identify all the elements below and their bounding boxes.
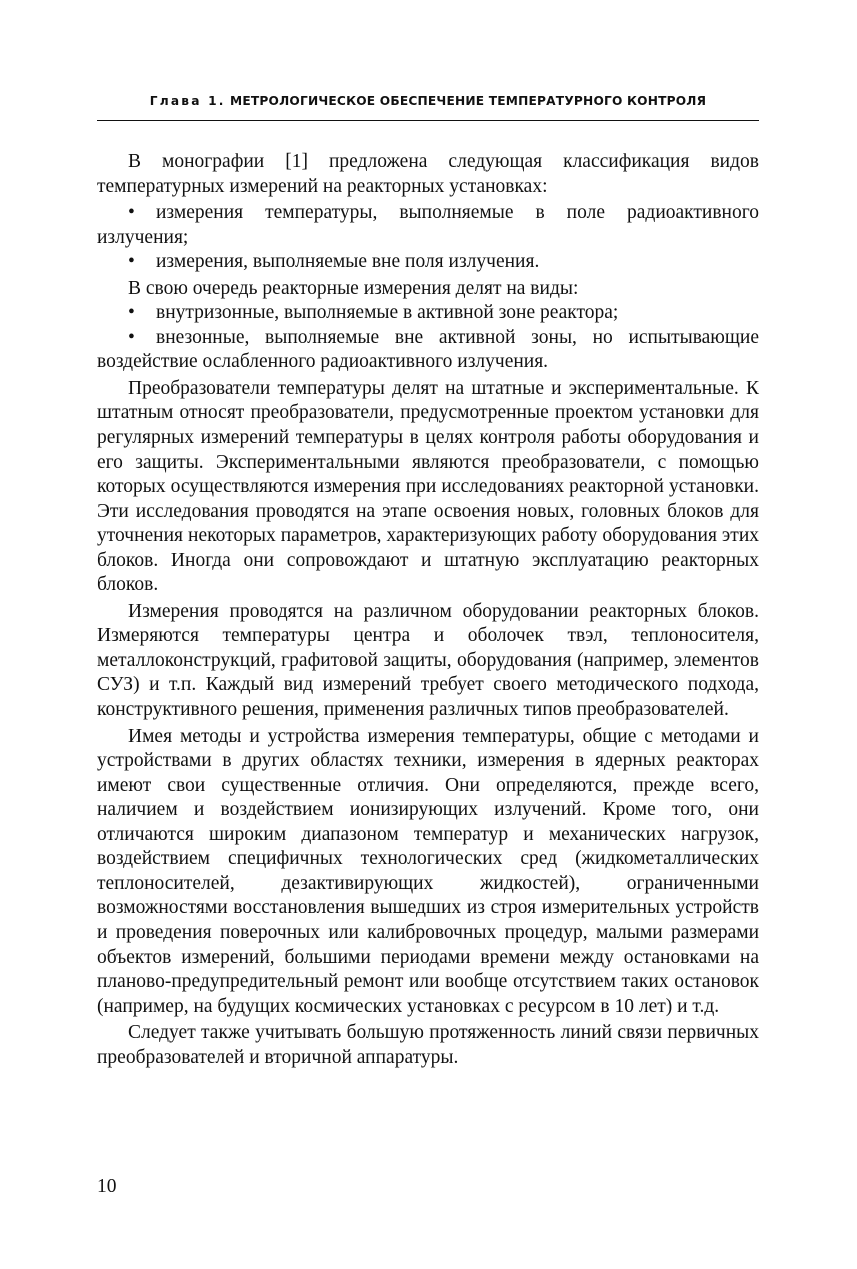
- bullet-icon: •: [128, 326, 135, 348]
- list-item-text: внутризонные, выполняемые в активной зоне реактора;: [156, 302, 619, 324]
- paragraph-intro: В монографии [1] предложена следующая классификация видов температурных измерений на реакторных установках:: [97, 151, 759, 197]
- paragraph-converters: Преобразователи температуры делят на штатные и экспериментальные. К штатным относят преобразователи, предусмотренные проектом установки для регулярных измерений температуры в целях контроля работы оборудования и его защиты. Экспериментальными являются преобразователи, с помощью которых осуществляются измерения при исследованиях реакторной установки. Эти исследования проводятся на этапе освоения новых, головных блоков для уточнения некоторых параметров, характеризующих работу оборудования этих блоков. Иногда они сопровождают и штатную эксплуатацию реакторных блоков.: [97, 377, 759, 596]
- page-body: [97, 150, 759, 1072]
- list-item: [97, 301, 759, 326]
- paragraph-lines: Следует также учитывать большую протяженность линий связи первичных преобразователей и вторичной аппаратуры.: [97, 1022, 759, 1068]
- header-rule: [97, 120, 759, 121]
- page-number: 10: [97, 1176, 117, 1197]
- list-item: [97, 326, 759, 375]
- bullet-icon: •: [128, 251, 135, 273]
- list-item-text: внезонные, выполняемые вне активной зоны, но испытывающие воздействие ослабленного радиоактивного излучения.: [97, 326, 759, 373]
- bullet-icon: •: [128, 202, 135, 224]
- paragraph-equipment: Измерения проводятся на различном оборудовании реакторных блоков. Измеряются температуры центра и оболочек твэл, теплоносителя, металлоконструкций, графитовой защиты, оборудования (например, элементов СУЗ) и т.п. Каждый вид измерений требует своего методического подхода, конструктивного решения, применения различных типов преобразователей.: [97, 600, 759, 721]
- paragraph-types: В свою очередь реакторные измерения делят на виды:: [128, 277, 579, 299]
- list-item-text: измерения, выполняемые вне поля излучения.: [156, 251, 540, 273]
- bullet-icon: •: [128, 302, 135, 324]
- paragraph-differences: Имея методы и устройства измерения температуры, общие с методами и устройствами в других областях техники, измерения в ядерных реакторах имеют свои существенные отличия. Они определяются, прежде всего, наличием и воздействием ионизирующих излучений. Кроме того, они отличаются широким диапазоном температур и механических нагрузок, воздействием специфичных технологических сред (жидкометаллических теплоносителей, дезактивирующих жидкостей), ограниченными возможностями восстановления вышедших из строя измерительных устройств и проведения поверочных или калибровочных процедур, малыми размерами объектов измерений, большими периодами времени между остановками на планово-предупредительный ремонт или вообще отсутствием таких остановок (например, на будущих космических установках с ресурсом в 10 лет) и т.д.: [97, 725, 759, 1017]
- chapter-title: МЕТРОЛОГИЧЕСКОЕ ОБЕСПЕЧЕНИЕ ТЕМПЕРАТУРНОГО КОНТРОЛЯ: [230, 94, 707, 108]
- list-item: [97, 250, 759, 275]
- list-item-text: измерения температуры, выполняемые в поле радиоактивного излучения;: [97, 202, 759, 248]
- chapter-label: Глава 1.: [149, 94, 226, 108]
- list-item: [97, 201, 759, 250]
- running-header: [97, 94, 759, 108]
